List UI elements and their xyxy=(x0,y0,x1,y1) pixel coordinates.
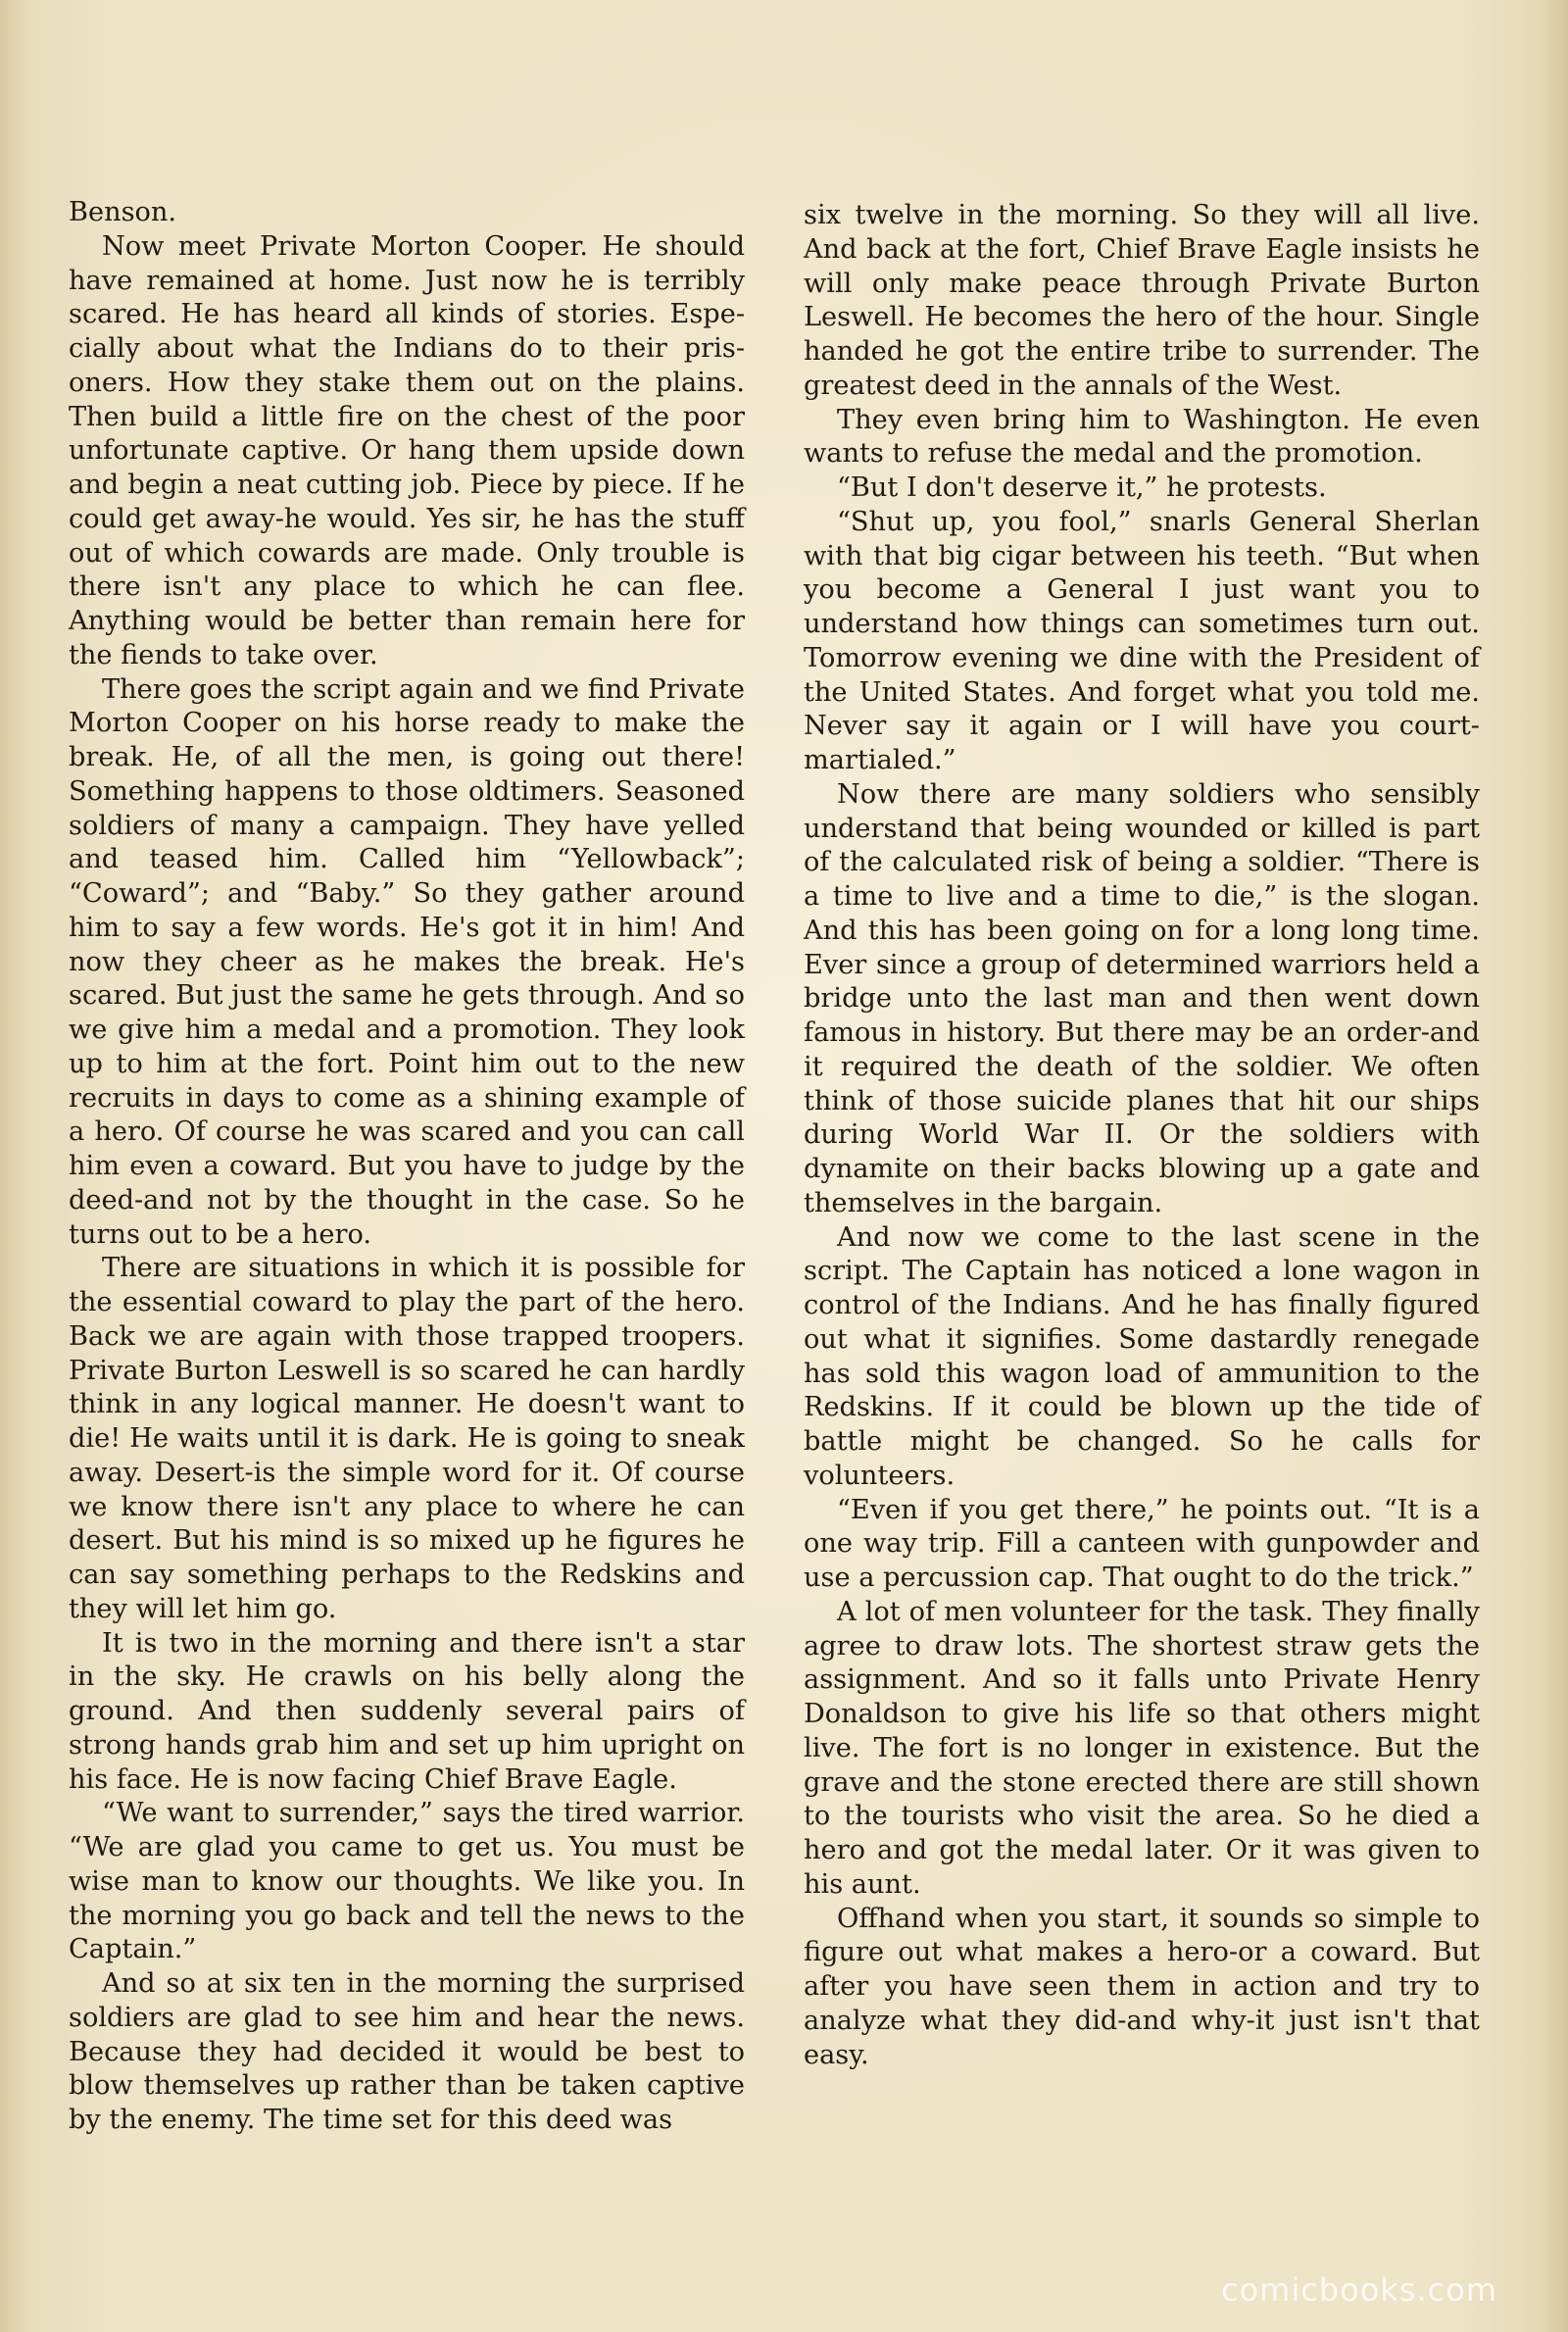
paragraph: And now we come to the last scene in the script. The Captain has noticed a lone wagon in control of the Indians. And he has finally figured out what it signifies. Some dastardly renegade has sold this wagon load of ammunition to the Redskins. If it could be blown up the tide of battle might be changed. So he calls for volunteers. xyxy=(804,1221,1480,1491)
paragraph: A lot of men volunteer for the task. They finally agree to draw lots. The shortest straw gets the assignment. And so it falls unto Private Henry Donaldson to give his life so that others might live. The fort is no longer in existence. But the grave and the stone erected there are still shown to the tourists who visit the area. So he died a hero and got the medal later. Or it was given to his aunt. xyxy=(804,1596,1480,1900)
paragraph: Now there are many soldiers who sensibly understand that being wounded or killed is part of the calculated risk of being a soldier. “There is a time to live and a time to die,” is the slogan. And this has been going on for a long long time. Ever since a group of determined warriors held a bridge unto the last man and then went down famous in history. But there may be an order-and it required the death of the soldier. We often think of those suicide planes that hit our ships during World War II. Or the soldiers with dynamite on their backs blowing up a gate and themselves in the bargain. xyxy=(804,778,1480,1218)
paragraph: Offhand when you start, it sounds so simple to figure out what makes a hero-or a coward. But after you have seen them in action and try to analyze what they did-and why-it just isn't that easy. xyxy=(804,1903,1480,2070)
paragraph: There are situations in which it is possible for the essential coward to play the part of the hero. Back we are again with those trapped troopers. Private Burton Leswell is so scared he can hardly think in any logical manner. He doesn't want to die! He waits until it is dark. He is going to sneak away. Desert-is the simple word for it. Of course we know there isn't any place to where he can desert. But his mind is so mixed up he figures he can say something perhaps to the Redskins and they will let him go. xyxy=(69,1253,745,1624)
paragraph: Now meet Private Morton Cooper. He should have remained at home. Just now he is terribly scared. He has heard all kinds of stories. Especially about what the Indians do to their prisoners. How they stake them out on the plains. Then build a little fire on the chest of the poor unfortunate captive. Or hang them upside down and begin a neat cutting job. Piece by piece. If he could get away-he would. Yes sir, he has the stuff out of which cowards are made. Only trouble is there isn't any place to which he can flee. Anything would be better than remain here for the fiends to take over. xyxy=(69,230,745,670)
paragraph: And so at six ten in the morning the surprised soldiers are glad to see him and hear the news. Because they had decided it would be best to blow themselves up rather than be taken captive by the enemy. The time set for this deed was xyxy=(69,1968,745,2135)
paragraph: six twelve in the morning. So they will all live. And back at the fort, Chief Brave Eagle insists he will only make peace through Private Burton Leswell. He becomes the hero of the hour. Single handed he got the entire tribe to surrender. The greatest deed in the annals of the West. xyxy=(804,200,1480,401)
paragraph: “We want to surrender,” says the tired warrior. “We are glad you came to get us. You must be wise man to know our thoughts. We like you. In the morning you go back and tell the news to the Captain.” xyxy=(69,1798,745,1965)
paragraph: “Shut up, you fool,” snarls General Sherlan with that big cigar between his teeth. “But when you become a General I just want you to understand how things can sometimes turn out. Tomorrow evening we dine with the President of the United States. And forget what you told me. Never say it again or I will have you court-martialed.” xyxy=(804,506,1480,775)
site-watermark: comicbooks.com xyxy=(1220,2271,1497,2308)
left-text-column xyxy=(69,196,745,2138)
paragraph: “But I don't deserve it,” he protests. xyxy=(837,472,1327,503)
paragraph: “Even if you get there,” he points out. “It is a one way trip. Fill a canteen with gunpowder and use a percussion cap. That ought to do the trick.” xyxy=(804,1494,1480,1593)
right-text-column xyxy=(804,199,1480,2072)
paragraph: It is two in the morning and there isn't a star in the sky. He crawls on his belly along the ground. And then suddenly several pairs of strong hands grab him and set up him upright on his face. He is now facing Chief Brave Eagle. xyxy=(69,1627,745,1795)
paragraph: They even bring him to Washington. He even wants to refuse the medal and the promotion. xyxy=(804,404,1480,470)
paragraph: There goes the script again and we find Private Morton Cooper on his horse ready to make the break. He, of all the men, is going out there! Something happens to those oldtimers. Seasoned soldiers of many a campaign. They have yelled and teased him. Called him “Yellowback”; “Coward”; and “Baby.” So they gather around him to say a few words. He's got it in him! And now they cheer as he makes the break. He's scared. But just the same he gets through. And so we give him a medal and a promotion. They look up to him at the fort. Point him out to the new recruits in days to come as a shining example of a hero. Of course he was scared and you can call him even a coward. But you have to judge by the deed-and not by the thought in the case. So he turns out to be a hero. xyxy=(69,673,745,1250)
paragraph: Benson. xyxy=(69,197,177,227)
